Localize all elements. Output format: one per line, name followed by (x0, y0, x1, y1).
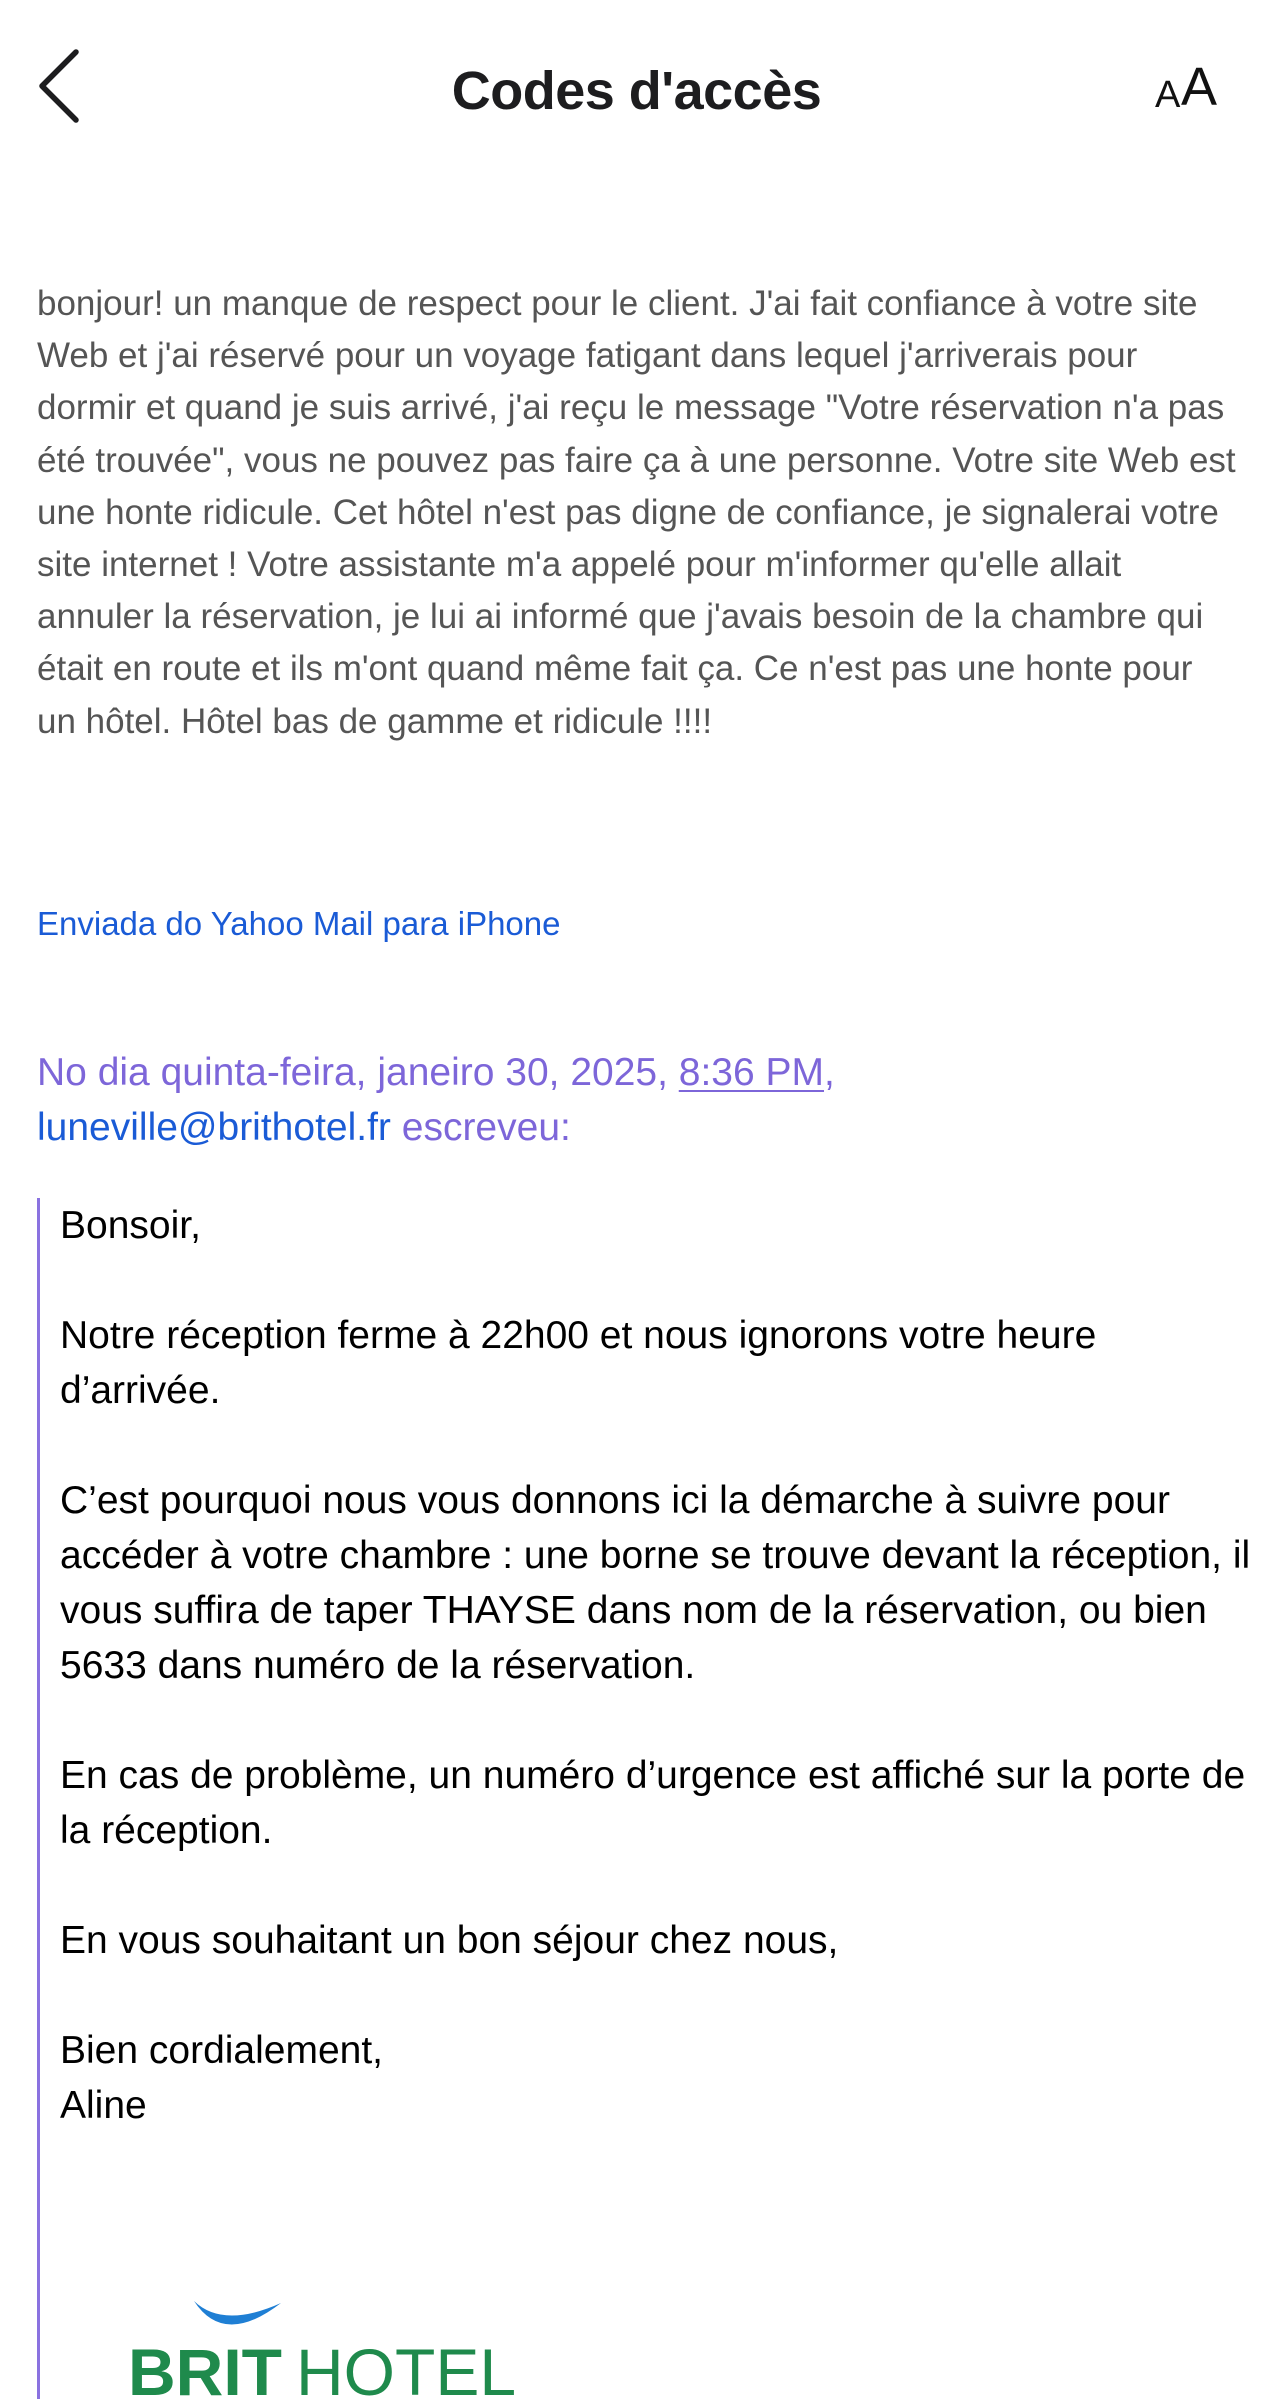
quoted-paragraph: En vous souhaitant un bon séjour chez nous, (60, 1919, 839, 1962)
attribution-time-link[interactable]: 8:36 PM (678, 1051, 824, 1094)
quoted-paragraph: Notre réception ferme à 22h00 et nous ignorons votre heure d’arrivée. (60, 1314, 1097, 1412)
text-size-button[interactable] (1155, 57, 1233, 117)
sender-email-link[interactable]: luneville@brithotel.fr (37, 1106, 391, 1149)
quoted-signature-name: Aline (60, 2084, 147, 2127)
quoted-closing: Bien cordialement, (60, 2029, 384, 2072)
page-title: Codes d'accès (451, 61, 822, 121)
quoted-greeting: Bonsoir, (60, 1204, 201, 1247)
quoted-paragraph: En cas de problème, un numéro d’urgence est affiché sur la porte de la réception. (60, 1754, 1246, 1852)
yahoo-mail-signature-link[interactable]: Enviada do Yahoo Mail para iPhone (37, 905, 561, 942)
attribution-date: No dia quinta-feira, janeiro 30, 2025, (37, 1051, 679, 1094)
reply-message-body: bonjour! un manque de respect pour le client. J'ai fait confiance à votre site Web et j'ai réservé pour un voyage fatigant dans lequel j'arriverais pour dormir et quand je suis arrivé, j'ai reçu le message "Votre réservation n'a pas été trouvée", vous ne pouvez pas faire ça à une personne. Votre site Web est une honte ridicule. Cet hôtel n'est pas digne de confiance, je signalerai votre site internet ! Votre assistante m'a appelé pour m'informer qu'elle allait annuler la réservation, je lui ai informé que j'avais besoin de la chambre qui était en route et ils m'ont quand même fait ça. Ce n'est pas une honte pour un hôtel. Hôtel bas de gamme et ridicule !!!! (37, 284, 1236, 741)
logo-hotel-text: HOTEL (296, 2335, 517, 2399)
logo-brit-text: BRIT (128, 2335, 282, 2399)
quoted-paragraph: C’est pourquoi nous vous donnons ici la démarche à suivre pour accéder à votre chambre : une borne se trouve devant la réception, il vous suffira de taper THAYSE dans nom de la réservation, ou bien 5633 dans numéro de la réservation. (60, 1479, 1251, 1687)
brit-hotel-logo (128, 2295, 548, 2399)
quote-attribution (37, 1045, 1237, 1155)
text-size-large-icon: A (1181, 57, 1218, 117)
quote-bar (37, 1198, 40, 2399)
attribution-suffix: escreveu: (390, 1106, 571, 1149)
logo-swoosh-icon (194, 2301, 281, 2325)
top-bar (0, 0, 1273, 180)
quoted-message (60, 1198, 1260, 2133)
attribution-comma: , (824, 1051, 835, 1094)
text-size-small-icon: A (1155, 74, 1181, 116)
